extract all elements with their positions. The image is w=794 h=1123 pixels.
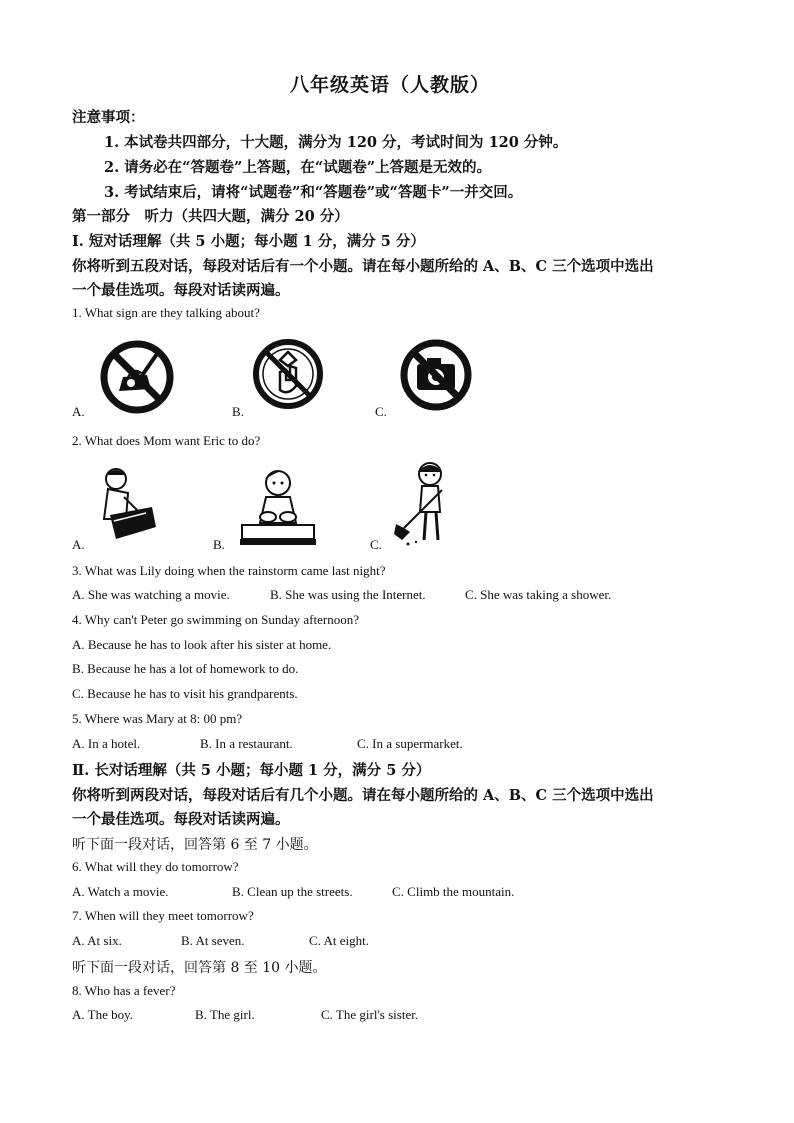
no-food-sign-icon [97,337,177,417]
no-littering-sign-icon [250,336,326,412]
question-stem: 2. What does Mom want Eric to do? [72,433,261,448]
answer-option: B. The girl. [195,1007,255,1022]
no-photos-sign-icon [397,336,475,414]
answer-option: C. Climb the mountain. [392,884,515,899]
notice-item: 1. 本试卷共四部分，十大题，满分为 120 分，考试时间为 120 分钟。 [104,134,568,151]
answer-option: B. At seven. [181,933,245,948]
answer-option: A. At six. [72,933,122,948]
dialog-intro: 听下面一段对话，回答第 8 至 10 小题。 [72,960,327,976]
question-stem: 8. Who has a fever? [72,983,176,998]
boy-washing-dishes-icon [238,465,318,547]
notice-item: 3. 考试结束后，请将“试题卷”和“答题卷”或“答题卡”一并交回。 [104,184,523,201]
notice-heading: 注意事项： [72,109,145,126]
question-stem: 5. Where was Mary at 8: 00 pm? [72,711,243,726]
option-label-a: A. [72,537,85,552]
answer-option: A. Because he has to look after his sister at home. [72,637,332,652]
section-instructions: 你将听到五段对话，每段对话后有一个小题。请在每小题所给的 A、B、C 三个选项中选出 [72,258,654,275]
section-heading: I. 短对话理解（共 5 小题；每小题 1 分，满分 5 分） [72,233,425,250]
section-instructions: 你将听到两段对话，每段对话后有几个小题。请在每小题所给的 A、B、C 三个选项中选出 [72,787,654,804]
answer-option: B. She was using the Internet. [270,587,426,602]
question-stem: 3. What was Lily doing when the rainstorm came last night? [72,563,386,578]
option-label-b: B. [213,537,225,552]
page-title: 八年级英语（人教版） [290,74,491,96]
answer-option: C. At eight. [309,933,369,948]
answer-option: C. She was taking a shower. [465,587,612,602]
answer-option: A. Watch a movie. [72,884,169,899]
boy-sweeping-icon [392,460,452,548]
section-instructions: 一个最佳选项。每段对话读两遍。 [72,811,290,828]
option-label-c: C. [375,404,387,419]
answer-option: B. Clean up the streets. [232,884,353,899]
question-stem: 1. What sign are they talking about? [72,305,260,320]
part-heading: 第一部分 听力（共四大题，满分 20 分） [72,208,349,225]
option-label-b: B. [232,404,244,419]
option-label-c: C. [370,537,382,552]
question-stem: 4. Why can't Peter go swimming on Sunday afternoon? [72,612,359,627]
question-stem: 6. What will they do tomorrow? [72,859,239,874]
answer-option: B. In a restaurant. [200,736,293,751]
section-instructions: 一个最佳选项。每段对话读两遍。 [72,282,290,299]
answer-option: C. Because he has to visit his grandparents. [72,686,298,701]
answer-option: A. The boy. [72,1007,134,1022]
notice-item: 2. 请务必在“答题卷”上答题，在“试题卷”上答题是无效的。 [104,159,492,176]
answer-option: C. The girl's sister. [321,1007,419,1022]
answer-option: B. Because he has a lot of homework to do. [72,661,299,676]
option-label-a: A. [72,404,85,419]
dialog-intro: 听下面一段对话，回答第 6 至 7 小题。 [72,837,318,853]
answer-option: C. In a supermarket. [357,736,463,751]
answer-option: A. In a hotel. [72,736,141,751]
section-heading: Ⅱ. 长对话理解（共 5 小题；每小题 1 分，满分 5 分） [72,762,431,779]
question-stem: 7. When will they meet tomorrow? [72,908,254,923]
answer-option: A. She was watching a movie. [72,587,230,602]
boy-making-bed-icon [96,465,160,543]
